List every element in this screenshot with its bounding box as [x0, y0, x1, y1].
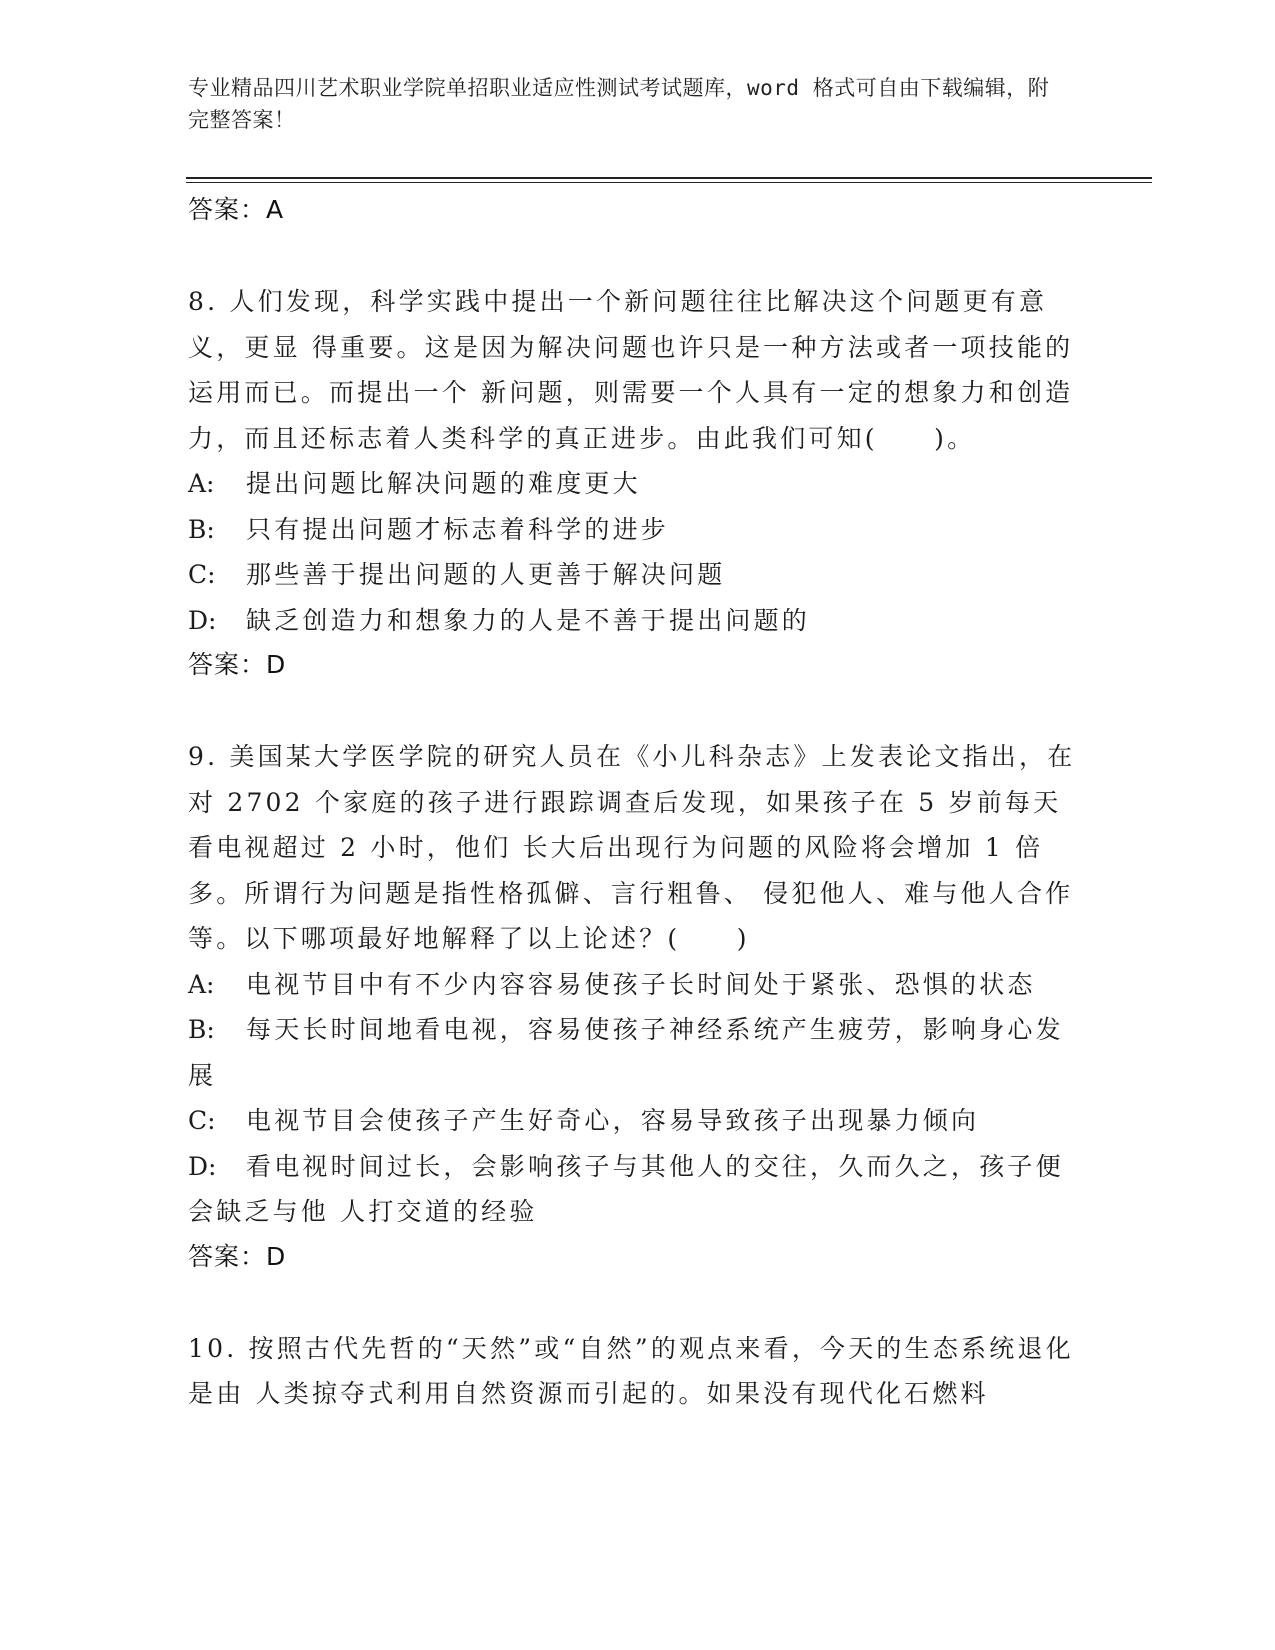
- option-text: 那些善于提出问题的人更善于解决问题: [246, 560, 726, 589]
- option-d: [188, 1144, 1088, 1235]
- document-body: [188, 188, 1088, 1417]
- option-letter: A:: [188, 969, 215, 999]
- option-b: [188, 507, 1088, 553]
- option-letter: D:: [188, 1151, 217, 1181]
- question-block: [188, 1326, 1088, 1417]
- question-block: [188, 279, 1088, 687]
- option-d: [188, 598, 1088, 644]
- option-text: 每天长时间地看电视，容易使孩子神经系统产生疲劳，影响身心发展: [188, 1015, 1064, 1090]
- option-text: 电视节目中有不少内容容易使孩子长时间处于紧张、恐惧的状态: [246, 969, 1036, 999]
- option-text: 看电视时间过长，会影响孩子与其他人的交往，久而久之，孩子便会缺乏与他 人打交道的经验: [188, 1151, 1064, 1226]
- question-text: 9. 美国某大学医学院的研究人员在《小儿科杂志》上发表论文指出，在对 2702 个家庭的孩子进行跟踪调查后发现，如果孩子在 5 岁前每天看电视超过 2 小时，他们 长大后出现行为问题的风险将会增加 1 倍多。所谓行为问题是指性格孤僻、言行粗鲁、 侵犯他人、难与他人合作等。以下哪项最好地解释了以上论述？( ): [188, 742, 1076, 953]
- option-c: [188, 1098, 1088, 1144]
- option-letter: B:: [188, 514, 215, 544]
- page-header: 专业精品四川艺术职业学院单招职业适应性测试考试题库，word 格式可自由下载编辑，附完整答案！: [188, 76, 1050, 132]
- option-letter: C:: [188, 560, 216, 589]
- option-a: [188, 962, 1088, 1008]
- option-letter: A:: [188, 469, 215, 498]
- option-text: 缺乏创造力和想象力的人是不善于提出问题的: [246, 605, 811, 635]
- option-letter: D:: [188, 605, 217, 635]
- answer-line: 答案：D: [188, 1241, 287, 1271]
- header-divider: [186, 177, 1152, 179]
- answer-line: 答案：D: [188, 650, 287, 679]
- question-text: 10. 按照古代先哲的“天然”或“自然”的观点来看，今天的生态系统退化是由 人类掠夺式利用自然资源而引起的。如果没有现代化石燃料: [188, 1333, 1074, 1408]
- option-text: 只有提出问题才标志着科学的进步: [246, 514, 670, 544]
- option-b: [188, 1007, 1088, 1098]
- option-a: [188, 461, 1088, 507]
- option-letter: C:: [188, 1106, 216, 1135]
- spacer: [188, 1279, 1088, 1326]
- question-text: 8. 人们发现，科学实践中提出一个新问题往往比解决这个问题更有意义，更显 得重要。这是因为解决问题也许只是一种方法或者一项技能的运用而已。而提出一个 新问题，则需要一个人具有一定的想象力和创造力，而且还标志着人类科学的真正进步。由此我们可知( )。: [188, 287, 1074, 453]
- option-c: [188, 552, 1088, 598]
- question-block: [188, 734, 1088, 1279]
- answer-line: 答案：A: [188, 195, 285, 224]
- spacer: [188, 232, 1088, 279]
- option-text: 电视节目会使孩子产生好奇心，容易导致孩子出现暴力倾向: [246, 1106, 980, 1135]
- spacer: [188, 687, 1088, 734]
- header-divider-thin: [186, 182, 1152, 183]
- option-letter: B:: [188, 1015, 215, 1044]
- option-text: 提出问题比解决问题的难度更大: [246, 469, 641, 498]
